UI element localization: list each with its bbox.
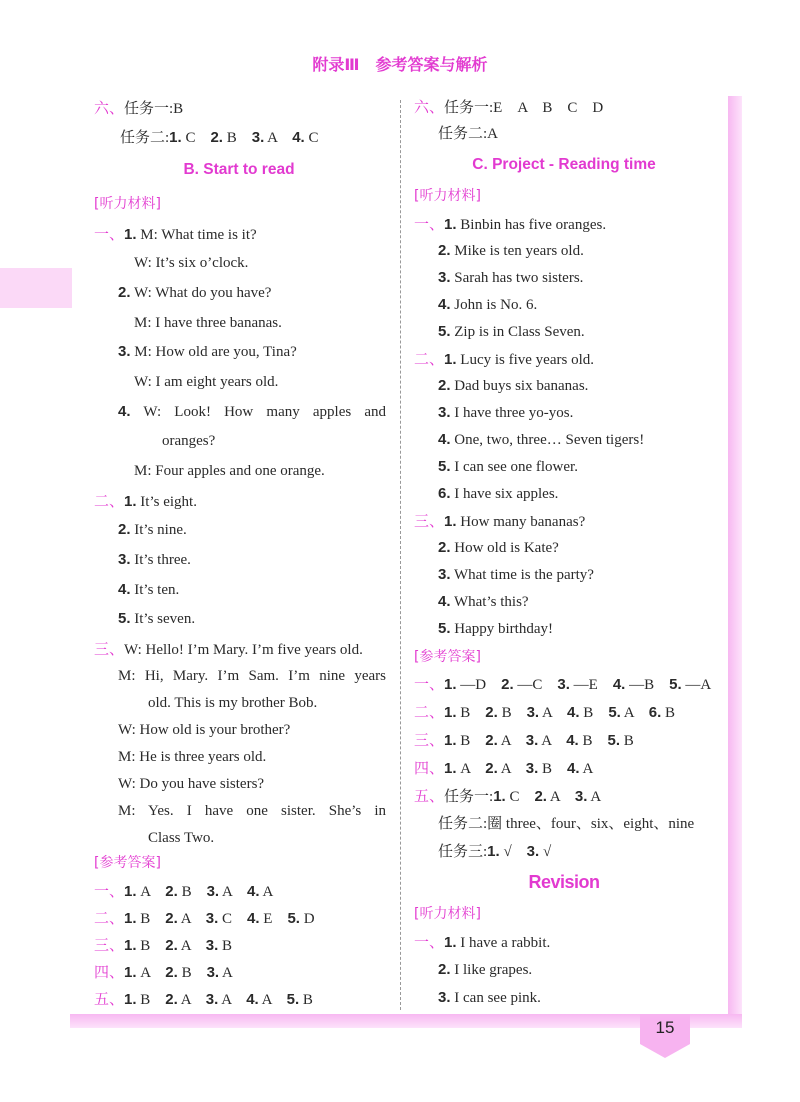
answer-line: 任务二:A (438, 126, 499, 142)
answer-line: 四、1. A 2. B 3. A (94, 963, 233, 981)
script-line: 二、1. Lucy is five years old. (414, 350, 594, 368)
script-line: 3. M: How old are you, Tina? (118, 343, 297, 360)
script-line: 二、1. It’s eight. (94, 492, 197, 510)
section-tag: [参考答案] (414, 649, 481, 665)
section-title-revision: Revision (528, 872, 600, 892)
script-line: Class Two. (148, 830, 215, 846)
answer-line: 二、1. B 2. B 3. A 4. B 5. A 6. B (414, 703, 676, 721)
section-tag: [听力材料] (414, 188, 481, 204)
answer-line: 一、1. —D 2. —C 3. —E 4. —B 5. —A (414, 675, 712, 693)
answer-line: 一、1. A 2. B 3. A 4. A (94, 882, 274, 900)
answer-line: 五、1. B 2. A 3. A 4. A 5. B (94, 990, 313, 1008)
script-line: 4. It’s ten. (118, 581, 180, 598)
script-line: 三、W: Hello! I’m Mary. I’m five years old. (94, 640, 363, 658)
script-line: M: Yes. I have one sister. She’s in (118, 803, 386, 819)
script-line: 3. It’s three. (118, 551, 191, 568)
answer-line: 任务二:圈 three、four、six、eight、nine (438, 816, 695, 832)
section-title-c: C. Project - Reading time (472, 156, 656, 173)
script-line: M: I have three bananas. (134, 315, 282, 331)
script-line: W: It’s six o’clock. (134, 255, 249, 271)
script-line: 2. Dad buys six bananas. (438, 377, 589, 394)
script-line: 一、1. I have a rabbit. (414, 933, 551, 951)
page-header: 附录Ⅲ 参考答案与解析 (312, 57, 488, 74)
script-line: 6. I have six apples. (438, 485, 559, 502)
script-line: 4. One, two, three… Seven tigers! (438, 431, 645, 448)
side-tab (0, 268, 72, 308)
column-divider (400, 100, 401, 1010)
answer-line: 二、1. B 2. A 3. C 4. E 5. D (94, 909, 315, 927)
page-number-badge-tail (640, 1044, 690, 1058)
script-line: 3. I have three yo-yos. (438, 404, 574, 421)
script-line: M: He is three years old. (118, 749, 267, 765)
script-line: 三、1. How many bananas? (414, 512, 586, 530)
script-line: 3. What time is the party? (438, 566, 594, 583)
script-line: W: I am eight years old. (134, 374, 279, 390)
script-line: 5. I can see one flower. (438, 458, 578, 475)
script-line: 3. I can see pink. (438, 989, 541, 1006)
answer-line: 三、1. B 2. A 3. B (94, 936, 233, 954)
script-line: 2. It’s nine. (118, 521, 187, 538)
script-line: 5. Happy birthday! (438, 620, 553, 637)
script-line: 一、1. M: What time is it? (94, 225, 257, 243)
section-tag: [参考答案] (94, 855, 161, 871)
script-line: 2. W: What do you have? (118, 284, 272, 301)
page-number: 15 (655, 1018, 675, 1037)
script-line: 3. Sarah has two sisters. (438, 269, 584, 286)
script-line: 4. John is No. 6. (438, 296, 538, 313)
answer-line: 四、1. A 2. A 3. B 4. A (414, 759, 594, 777)
answer-line: 三、1. B 2. A 3. A 4. B 5. B (414, 731, 634, 749)
script-line: 2. I like grapes. (438, 961, 533, 978)
answer-line: 六、任务一:B (94, 99, 184, 117)
answer-line: 六、任务一:E A B C D (414, 98, 604, 116)
script-line: M: Hi, Mary. I’m Sam. I’m nine years (118, 668, 386, 684)
script-line: 4. W: Look! How many apples and (118, 403, 386, 420)
section-tag: [听力材料] (414, 906, 481, 922)
answer-line: 五、任务一:1. C 2. A 3. A (414, 787, 602, 805)
script-line: 2. Mike is ten years old. (438, 242, 584, 259)
script-line: 5. Zip is in Class Seven. (438, 323, 585, 340)
page-content (78, 86, 728, 1014)
script-line: oranges? (162, 433, 216, 449)
answer-line: 任务三:1. √ 3. √ (438, 843, 552, 860)
script-line: M: Four apples and one orange. (134, 463, 325, 479)
script-line: 4. What’s this? (438, 593, 529, 610)
script-line: 5. It’s seven. (118, 610, 196, 627)
section-tag: [听力材料] (94, 196, 161, 212)
answer-line: 任务二:1. C 2. B 3. A 4. C (120, 129, 319, 146)
page-edge-shadow-right (728, 96, 742, 1016)
script-line: old. This is my brother Bob. (148, 695, 318, 711)
script-line: 一、1. Binbin has five oranges. (414, 215, 607, 233)
script-line: W: Do you have sisters? (118, 776, 265, 792)
script-line: 2. How old is Kate? (438, 539, 559, 556)
section-title-b: B. Start to read (183, 161, 295, 178)
script-line: W: How old is your brother? (118, 722, 291, 738)
